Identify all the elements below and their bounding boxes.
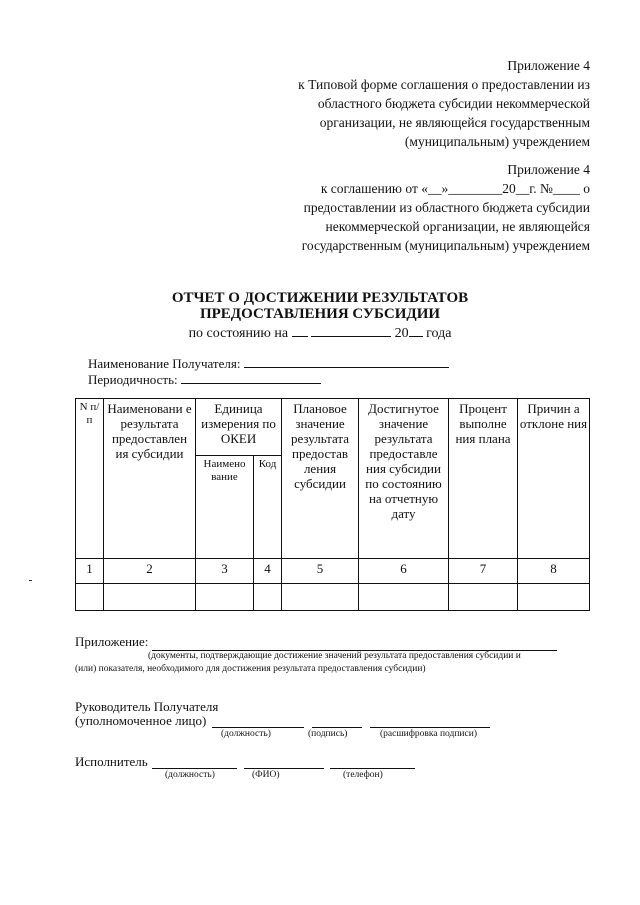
report-date-line: [0, 323, 640, 342]
header-plan: Плановое значение результата предостав ления субсидии: [282, 399, 359, 559]
executor-label: Исполнитель: [75, 754, 148, 769]
head-label-line2: (уполномоченное лицо): [75, 713, 207, 728]
header-unit-code: Код: [254, 456, 282, 559]
caption-signature: (подпись): [308, 729, 348, 739]
report-title-line1: ОТЧЕТ О ДОСТИЖЕНИИ РЕЗУЛЬТАТОВ: [171, 290, 469, 306]
header-unit-name: Наимено вание: [196, 456, 254, 559]
executor-caption-name: (ФИО): [252, 770, 280, 780]
appendix-line: к соглашению от «__»________20__г. №____ о: [320, 181, 590, 196]
scan-speck: [29, 580, 32, 581]
executor-caption-phone: (телефон): [343, 770, 383, 780]
table-cell[interactable]: [449, 584, 518, 611]
col-number: 1: [76, 559, 104, 584]
table-cell[interactable]: [104, 584, 196, 611]
caption-decoding: (расшифровка подписи): [380, 729, 477, 739]
periodicity-label: Периодичность:: [88, 372, 178, 387]
appendix-line: областного бюджета субсидии некоммерческой: [317, 96, 590, 111]
report-table: [75, 398, 590, 611]
table-cell[interactable]: [359, 584, 449, 611]
col-number: 4: [254, 559, 282, 584]
executor-phone-input[interactable]: [330, 767, 415, 769]
table-row-empty: [76, 584, 590, 611]
executor-caption-position: (должность): [165, 770, 215, 780]
col-number: 5: [282, 559, 359, 584]
col-number: 6: [359, 559, 449, 584]
attachment-note-line2: (или) показателя, необходимого для достижения результата предоставления субсидии): [75, 664, 426, 674]
header-unit: Единица измерения по ОКЕИ: [196, 399, 282, 456]
appendix-line: некоммерческой организации, не являющейся: [325, 219, 590, 234]
table-header-row: [76, 399, 590, 456]
year-blank[interactable]: [409, 323, 423, 337]
table-cell[interactable]: [282, 584, 359, 611]
recipient-input[interactable]: [244, 354, 449, 368]
appendix-line: государственным (муниципальным) учреждением: [301, 238, 590, 253]
attachment-note-line1: (документы, подтверждающие достижение значений результата предоставления субсидии и: [148, 651, 521, 661]
day-blank[interactable]: [292, 323, 308, 337]
table-cell[interactable]: [76, 584, 104, 611]
table-cell[interactable]: [254, 584, 282, 611]
month-blank[interactable]: [311, 323, 391, 337]
appendix-line: Приложение 4: [507, 58, 590, 73]
appendix-header-form: [298, 56, 590, 151]
head-decoding-input[interactable]: [370, 726, 490, 728]
appendix-line: (муниципальным) учреждением: [404, 134, 590, 149]
executor-position-input[interactable]: [152, 767, 237, 769]
recipient-label: Наименование Получателя:: [88, 356, 241, 371]
year-prefix: 20: [394, 326, 409, 341]
table-cell[interactable]: [518, 584, 590, 611]
as-of-label: по состоянию на: [188, 326, 289, 341]
appendix-header-agreement: [302, 160, 590, 255]
col-number: 7: [449, 559, 518, 584]
header-actual: Достигнутое значение результата предоставле ния субсидии по состоянию на отчетную дату: [359, 399, 449, 559]
header-percent: Процент выполне ния плана: [449, 399, 518, 559]
periodicity-field: [88, 370, 321, 388]
head-label-line1: Руководитель Получателя: [75, 699, 219, 714]
caption-position: (должность): [221, 729, 271, 739]
col-number: 2: [104, 559, 196, 584]
appendix-line: организации, не являющейся государственным: [319, 115, 590, 130]
col-number: 8: [518, 559, 590, 584]
report-title-line2: ПРЕДОСТАВЛЕНИЯ СУБСИДИИ: [199, 306, 441, 322]
executor-name-input[interactable]: [244, 767, 324, 769]
header-num: N п/п: [76, 399, 104, 559]
appendix-line: к Типовой форме соглашения о предоставлении из: [298, 77, 590, 92]
head-position-input[interactable]: [212, 726, 304, 728]
head-signature-input[interactable]: [312, 726, 362, 728]
appendix-line: предоставлении из областного бюджета субсидии: [303, 200, 590, 215]
attachment-label: Приложение:: [75, 634, 149, 649]
col-number: 3: [196, 559, 254, 584]
table-row-numbers: [76, 559, 590, 584]
header-reason: Причин а отклоне ния: [518, 399, 590, 559]
table-cell[interactable]: [196, 584, 254, 611]
year-suffix: года: [426, 326, 452, 341]
periodicity-input[interactable]: [181, 370, 321, 384]
appendix-line: Приложение 4: [507, 162, 590, 177]
header-result-name: Наименовани е результата предоставлен ия субсидии: [104, 399, 196, 559]
